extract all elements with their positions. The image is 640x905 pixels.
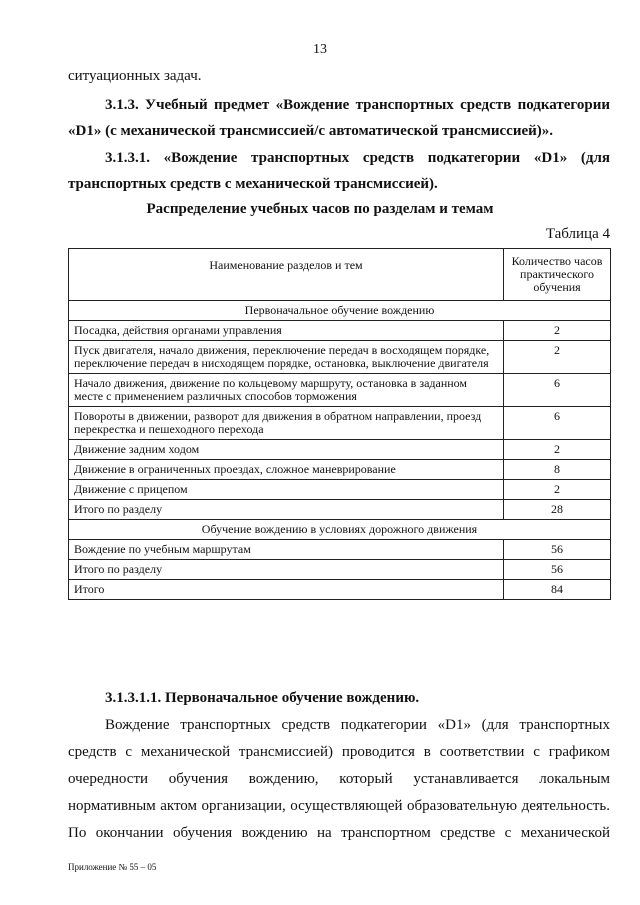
- table-row: [69, 500, 611, 520]
- heading-3-1-3-1: 3.1.3.1. «Вождение транспортных средств подкатегории «D1» (для: [105, 150, 610, 166]
- table-row: [69, 321, 611, 341]
- topic-name: Вождение по учебным маршрутам: [69, 540, 504, 560]
- topic-name: Повороты в движении, разворот для движения в обратном направлении, проезд перекрестка и пешеходного перехода: [69, 407, 504, 440]
- topic-hours: 8: [504, 460, 611, 480]
- topic-name: Итого по разделу: [69, 560, 504, 580]
- table-row: [69, 560, 611, 580]
- topic-hours: 84: [504, 580, 611, 600]
- topic-hours: 2: [504, 480, 611, 500]
- table-title: Распределение учебных часов по разделам и темам: [146, 201, 494, 217]
- subheading: 3.1.3.1.1. Первоначальное обучение вождению.: [105, 690, 420, 706]
- paragraph-line-3: очередности обучения вождению, который устанавливается локальным: [68, 771, 610, 787]
- topic-hours: 6: [504, 407, 611, 440]
- paragraph-line-4: нормативным актом организации, осуществляющей образовательную деятельность.: [68, 798, 610, 814]
- header-hours: Количество часов практического обучения: [504, 249, 611, 301]
- table-row: [69, 374, 611, 407]
- table-row: [69, 407, 611, 440]
- header-name: Наименование разделов и тем: [69, 249, 504, 301]
- hours-table: [68, 248, 611, 600]
- heading-3-1-3: 3.1.3. Учебный предмет «Вождение транспортных средств подкатегории: [105, 97, 610, 113]
- section-title: Первоначальное обучение вождению: [69, 301, 611, 321]
- section-title: Обучение вождению в условиях дорожного движения: [69, 520, 611, 540]
- topic-hours: 2: [504, 341, 611, 374]
- table-row: [69, 480, 611, 500]
- topic-hours: 56: [504, 540, 611, 560]
- topic-hours: 28: [504, 500, 611, 520]
- topic-name: Посадка, действия органами управления: [69, 321, 504, 341]
- paragraph-line-2: средств с механической трансмиссией) проводится в соответствии с графиком: [68, 744, 610, 760]
- topic-name: Движение с прицепом: [69, 480, 504, 500]
- table-row: [69, 540, 611, 560]
- topic-name: Пуск двигателя, начало движения, переключение передач в восходящем порядке, переключение передач в нисходящем порядке, остановка, выключение двигателя: [69, 341, 504, 374]
- section-row: [69, 301, 611, 321]
- table-row: [69, 440, 611, 460]
- table-caption: Таблица 4: [545, 226, 610, 242]
- topic-hours: 2: [504, 321, 611, 341]
- table-row: [69, 341, 611, 374]
- table-body: [69, 301, 611, 600]
- table-row: [69, 460, 611, 480]
- topic-hours: 2: [504, 440, 611, 460]
- topic-name: Движение в ограниченных проездах, сложное маневрирование: [69, 460, 504, 480]
- topic-name: Итого: [69, 580, 504, 600]
- topic-name: Итого по разделу: [69, 500, 504, 520]
- footer-note: Приложение № 55 – 05: [68, 862, 157, 872]
- page-number: 13: [313, 42, 327, 57]
- heading-3-1-3-1-cont: транспортных средств с механической трансмиссией).: [68, 176, 438, 192]
- paragraph-line-1: Вождение транспортных средств подкатегории «D1» (для транспортных: [105, 717, 610, 733]
- topic-name: Начало движения, движение по кольцевому маршруту, остановка в заданном месте с применением различных способов торможения: [69, 374, 504, 407]
- topic-name: Движение задним ходом: [69, 440, 504, 460]
- section-row: [69, 520, 611, 540]
- paragraph-line-5: По окончании обучения вождению на транспортном средстве с механической: [68, 825, 610, 841]
- topic-hours: 56: [504, 560, 611, 580]
- heading-3-1-3-cont: «D1» (с механической трансмиссией/с автоматической трансмиссией)».: [68, 123, 554, 139]
- text-line-1: ситуационных задач.: [68, 68, 202, 84]
- table-row: [69, 580, 611, 600]
- topic-hours: 6: [504, 374, 611, 407]
- table-header-row: [69, 249, 611, 301]
